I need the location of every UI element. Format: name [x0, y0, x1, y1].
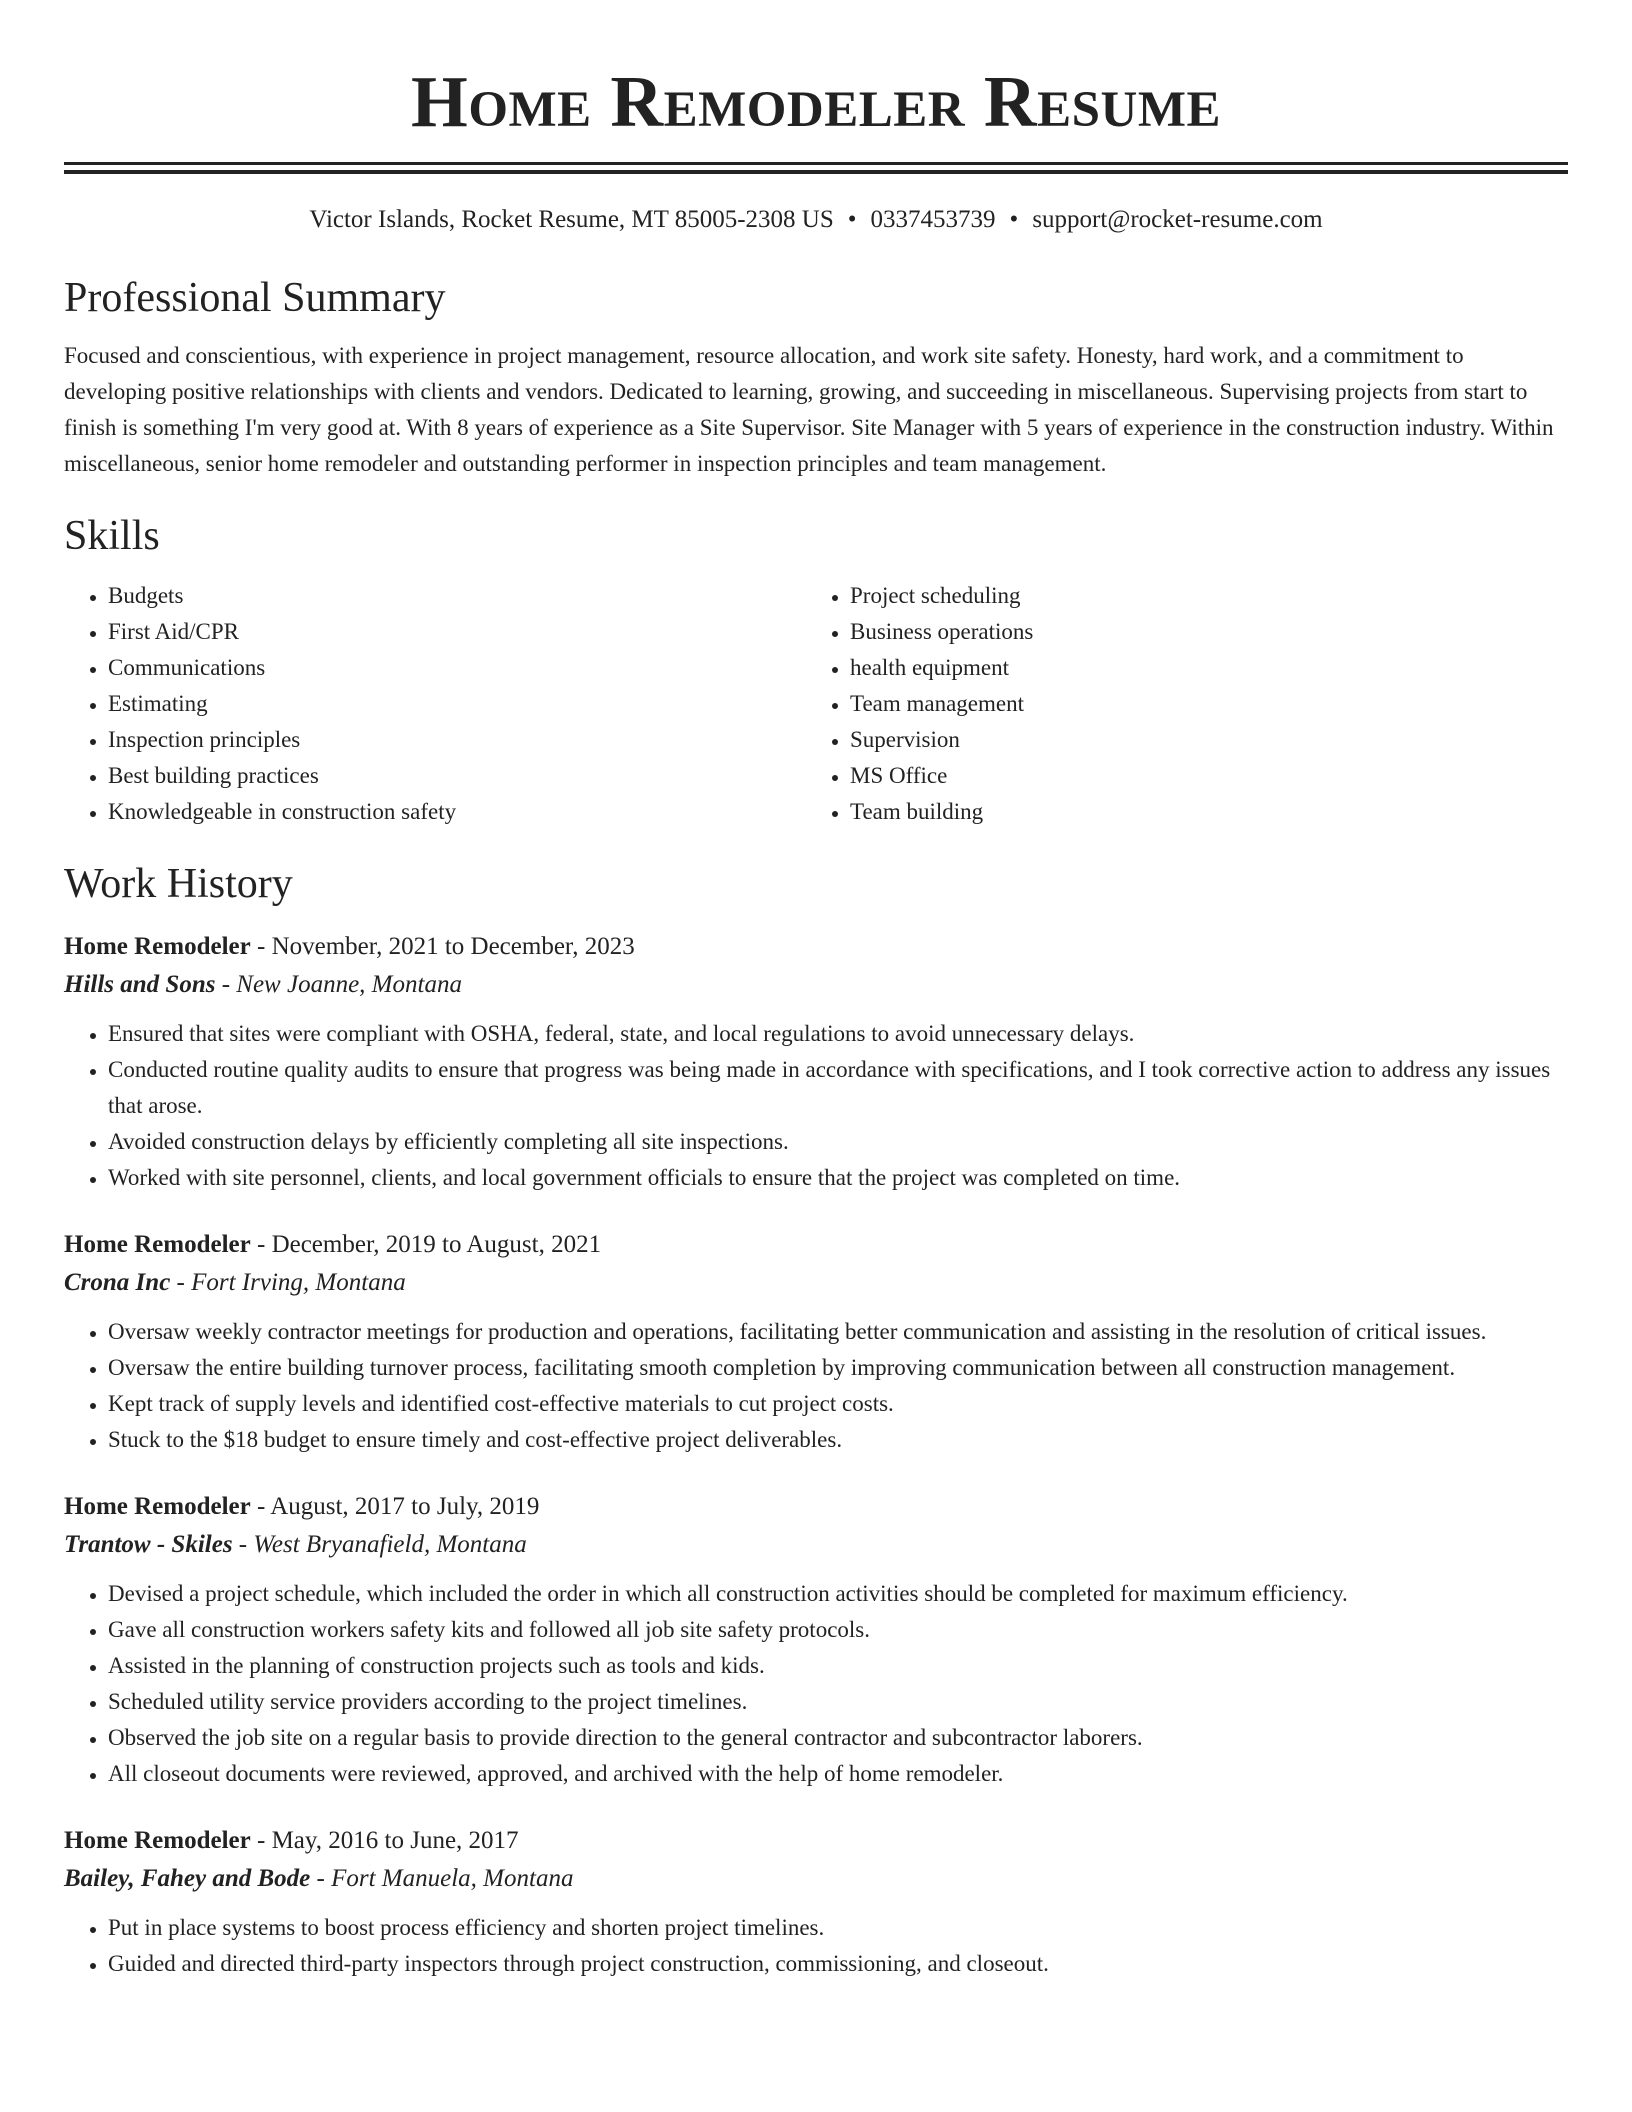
- job-company-line: Bailey, Fahey and Bode - Fort Manuela, Montana: [64, 1865, 574, 1892]
- contact-email: support@rocket-resume.com: [1032, 206, 1323, 233]
- job-title: Home Remodeler: [64, 1827, 251, 1854]
- job-title: Home Remodeler: [64, 933, 251, 960]
- contact-address: Victor Islands, Rocket Resume, MT 85005-2308 US: [309, 206, 834, 233]
- skills-heading: Skills: [64, 513, 160, 559]
- job-duties: [64, 1016, 1568, 1196]
- job-company: Hills and Sons: [64, 971, 216, 998]
- skill-item: • Communications: [108, 650, 806, 686]
- skill-item: • Budgets: [108, 578, 806, 614]
- duty-item: • Oversaw the entire building turnover process, facilitating smooth completion by improving communication between all construction management.: [108, 1350, 1568, 1386]
- job-dates: December, 2019 to August, 2021: [271, 1231, 602, 1258]
- duty-item: • All closeout documents were reviewed, approved, and archived with the help of home remodeler.: [108, 1756, 1568, 1792]
- job-entry: [64, 1226, 1568, 1458]
- skill-item: • Project scheduling: [850, 578, 1548, 614]
- skill-item: • MS Office: [850, 758, 1548, 794]
- job-title: Home Remodeler: [64, 1231, 251, 1258]
- job-company-line: Trantow - Skiles - West Bryanafield, Montana: [64, 1531, 527, 1558]
- skill-item: • Business operations: [850, 614, 1548, 650]
- skills-list-right: [806, 578, 1548, 830]
- job-title: Home Remodeler: [64, 1493, 251, 1520]
- job-location: West Bryanafield, Montana: [253, 1531, 527, 1558]
- job-entry: [64, 1822, 1568, 1982]
- job-duties: [64, 1576, 1568, 1792]
- duty-item: • Avoided construction delays by efficiently completing all site inspections.: [108, 1124, 1568, 1160]
- skill-item: • health equipment: [850, 650, 1548, 686]
- job-location: Fort Manuela, Montana: [331, 1865, 574, 1892]
- skill-item: • Knowledgeable in construction safety: [108, 794, 806, 830]
- duty-item: • Worked with site personnel, clients, and local government officials to ensure that the project was completed on time.: [108, 1160, 1568, 1196]
- duty-item: • Conducted routine quality audits to ensure that progress was being made in accordance with specifications, and I took corrective action to address any issues that arose.: [108, 1052, 1568, 1124]
- skill-item: • Inspection principles: [108, 722, 806, 758]
- job-entry: [64, 928, 1568, 1196]
- job-company: Trantow - Skiles: [64, 1531, 233, 1558]
- skill-item: • First Aid/CPR: [108, 614, 806, 650]
- duty-item: • Observed the job site on a regular basis to provide direction to the general contractor and subcontractor laborers.: [108, 1720, 1568, 1756]
- skill-item: • Supervision: [850, 722, 1548, 758]
- duty-item: • Scheduled utility service providers according to the project timelines.: [108, 1684, 1568, 1720]
- job-title-line: Home Remodeler - May, 2016 to June, 2017: [64, 1827, 519, 1854]
- title-double-rule: [64, 162, 1568, 174]
- resume-title: Home Remodeler Resume: [411, 61, 1221, 142]
- resume-page: [64, 0, 1568, 1982]
- job-dates: May, 2016 to June, 2017: [271, 1827, 519, 1854]
- contact-phone: 0337453739: [870, 206, 996, 233]
- skill-item: • Best building practices: [108, 758, 806, 794]
- job-company: Bailey, Fahey and Bode: [64, 1865, 311, 1892]
- skills-columns: [64, 578, 1568, 830]
- duty-item: • Stuck to the $18 budget to ensure timely and cost-effective project deliverables.: [108, 1422, 1568, 1458]
- skills-list-left: [64, 578, 806, 830]
- duty-item: • Devised a project schedule, which included the order in which all construction activities should be completed for maximum efficiency.: [108, 1576, 1568, 1612]
- job-entry: [64, 1488, 1568, 1792]
- summary-text: Focused and conscientious, with experience in project management, resource allocation, and work site safety. Honesty, hard work, and a commitment to developing positive relationships with clients and vendors. Dedicated to learning, growing, and succeeding in miscellaneous. Supervising projects from start to finish is something I'm very good at. With 8 years of experience as a Site Supervisor. Site Manager with 5 years of experience in the construction industry. Within miscellaneous, senior home remodeler and outstanding performer in inspection principles and team management.: [64, 343, 1554, 476]
- duty-item: • Ensured that sites were compliant with OSHA, federal, state, and local regulations to avoid unnecessary delays.: [108, 1016, 1568, 1052]
- contact-separator: •: [1009, 206, 1019, 233]
- contact-line: [64, 204, 1568, 236]
- job-title-line: Home Remodeler - December, 2019 to August, 2021: [64, 1231, 602, 1258]
- duty-item: • Put in place systems to boost process efficiency and shorten project timelines.: [108, 1910, 1568, 1946]
- job-dates: November, 2021 to December, 2023: [271, 933, 635, 960]
- skill-item: • Team building: [850, 794, 1548, 830]
- duty-item: • Oversaw weekly contractor meetings for production and operations, facilitating better communication and assisting in the resolution of critical issues.: [108, 1314, 1568, 1350]
- job-title-line: Home Remodeler - August, 2017 to July, 2019: [64, 1493, 540, 1520]
- skill-item: • Estimating: [108, 686, 806, 722]
- job-company-line: Hills and Sons - New Joanne, Montana: [64, 971, 462, 998]
- summary-heading: Professional Summary: [64, 275, 446, 321]
- job-company: Crona Inc: [64, 1269, 171, 1296]
- job-duties: [64, 1314, 1568, 1458]
- duty-item: • Gave all construction workers safety kits and followed all job site safety protocols.: [108, 1612, 1568, 1648]
- job-dates: August, 2017 to July, 2019: [270, 1493, 540, 1520]
- skill-item: • Team management: [850, 686, 1548, 722]
- work-history-heading: Work History: [64, 861, 293, 907]
- duty-item: • Guided and directed third-party inspectors through project construction, commissioning, and closeout.: [108, 1946, 1568, 1982]
- job-company-line: Crona Inc - Fort Irving, Montana: [64, 1269, 406, 1296]
- contact-separator: •: [847, 206, 857, 233]
- duty-item: • Kept track of supply levels and identified cost-effective materials to cut project costs.: [108, 1386, 1568, 1422]
- job-location: Fort Irving, Montana: [191, 1269, 406, 1296]
- job-duties: [64, 1910, 1568, 1982]
- duty-item: • Assisted in the planning of construction projects such as tools and kids.: [108, 1648, 1568, 1684]
- job-location: New Joanne, Montana: [236, 971, 462, 998]
- job-title-line: Home Remodeler - November, 2021 to December, 2023: [64, 933, 635, 960]
